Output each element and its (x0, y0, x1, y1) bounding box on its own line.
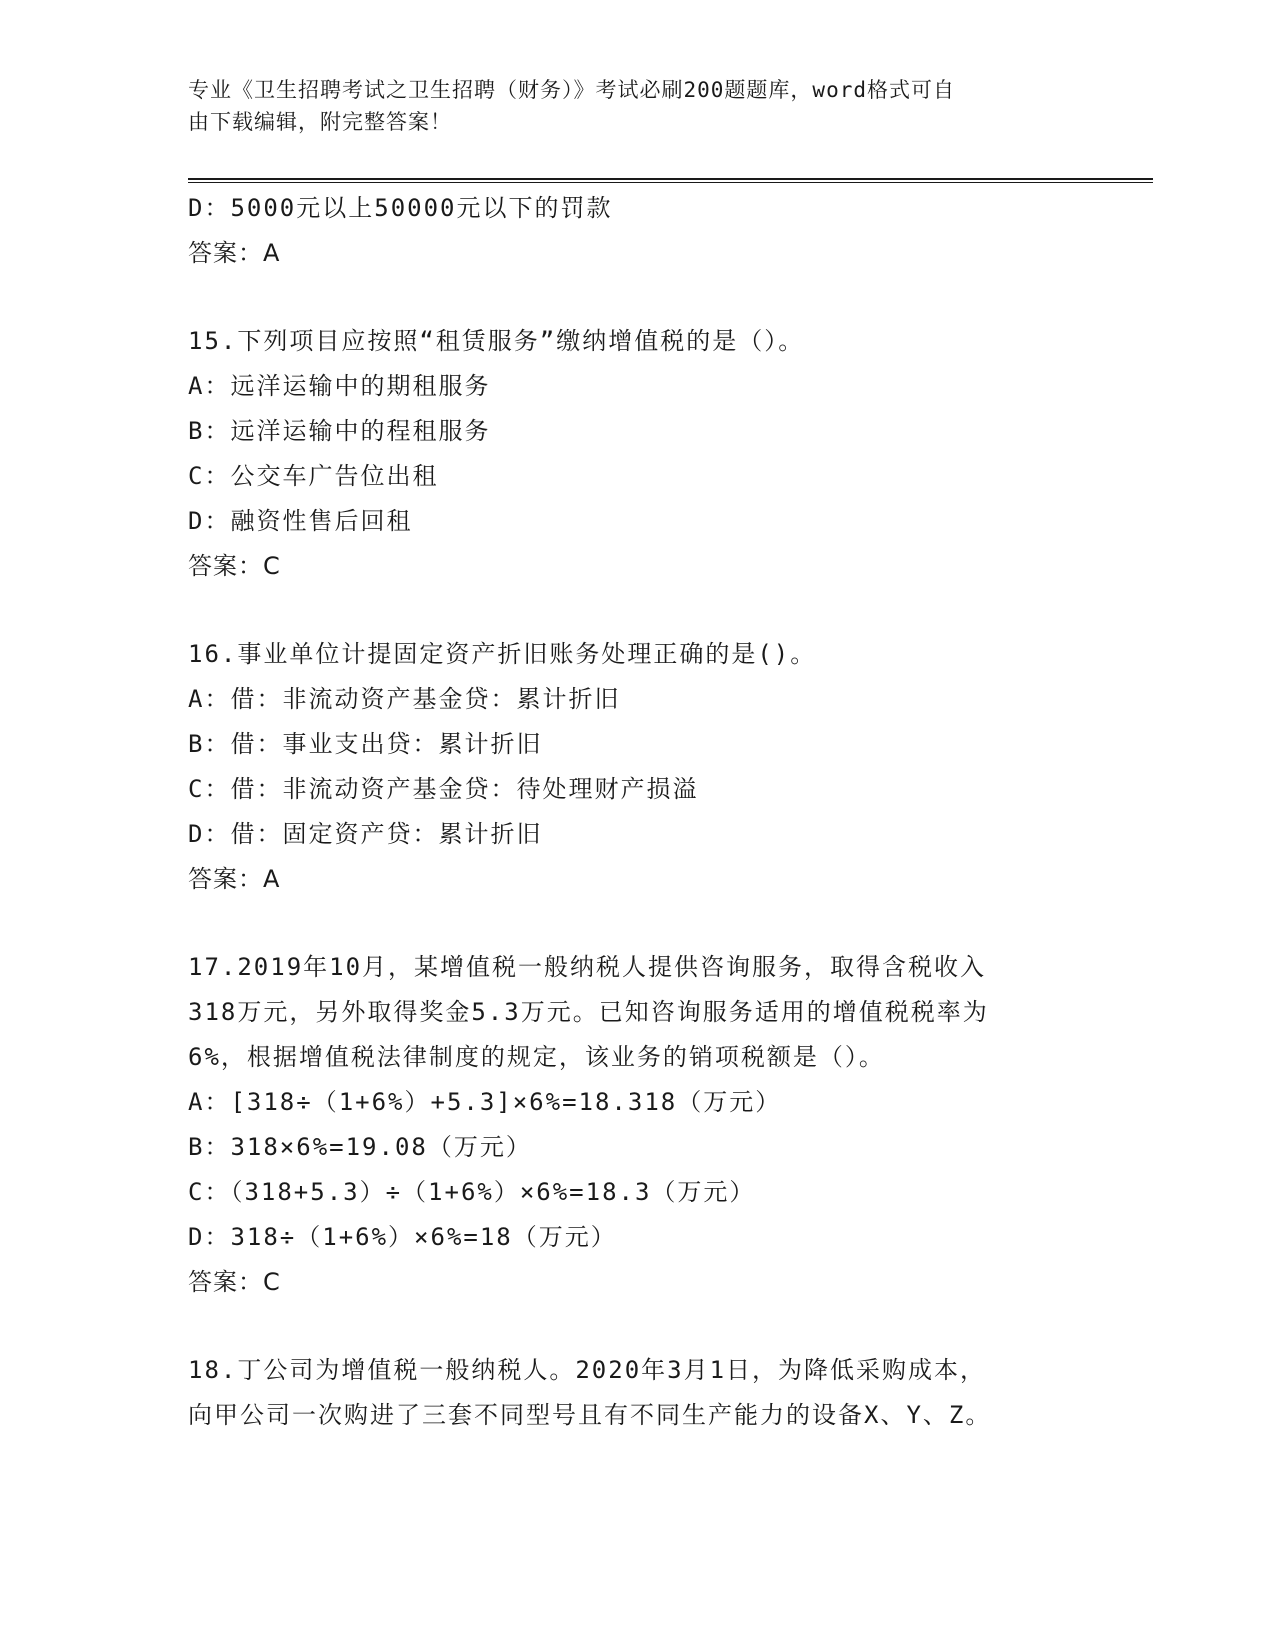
question-17 (188, 945, 1088, 1305)
question-16 (188, 632, 1088, 902)
answer: 答案：C (188, 1268, 281, 1296)
header-divider-thin (188, 182, 1153, 183)
option-b: B：借：事业支出贷：累计折旧 (188, 730, 543, 758)
option-a: A：远洋运输中的期租服务 (188, 372, 491, 400)
spacer (188, 902, 1088, 945)
option-d: D：借：固定资产贷：累计折旧 (188, 820, 543, 848)
question-stem: 15.下列项目应按照“租赁服务”缴纳增值税的是（）。 (188, 327, 805, 355)
header-divider-thick (188, 178, 1153, 180)
option-b: B：318×6%=19.08（万元） (188, 1133, 532, 1161)
option-c: C：借：非流动资产基金贷：待处理财产损溢 (188, 775, 699, 803)
header-line-2: 由下载编辑，附完整答案！ (188, 110, 452, 134)
option-b: B：远洋运输中的程租服务 (188, 417, 491, 445)
question-stem-line-3: 6%，根据增值税法律制度的规定，该业务的销项税额是（）。 (188, 1043, 885, 1071)
question-stem-line-1: 17.2019年10月，某增值税一般纳税人提供咨询服务，取得含税收入 (188, 953, 987, 981)
question-stem-line-2: 向甲公司一次购进了三套不同型号且有不同生产能力的设备X、Y、Z。 (188, 1401, 992, 1429)
spacer (188, 276, 1088, 319)
question-stem-line-1: 18.丁公司为增值税一般纳税人。2020年3月1日，为降低采购成本， (188, 1356, 987, 1384)
answer: 答案：C (188, 552, 281, 580)
header-line-1: 专业《卫生招聘考试之卫生招聘（财务）》考试必刷200题题库，word格式可自 (188, 78, 955, 102)
question-stem: 16.事业单位计提固定资产折旧账务处理正确的是()。 (188, 640, 817, 668)
option-c: C：（318+5.3）÷（1+6%）×6%=18.3（万元） (188, 1178, 756, 1206)
option-c: C：公交车广告位出租 (188, 462, 439, 490)
document-body (188, 186, 1088, 1438)
question-14-tail (188, 186, 1088, 276)
answer: 答案：A (188, 239, 281, 267)
spacer (188, 1305, 1088, 1348)
answer: 答案：A (188, 865, 281, 893)
spacer (188, 589, 1088, 632)
question-18 (188, 1348, 1088, 1438)
option-d: D：融资性售后回租 (188, 507, 413, 535)
option-a: A：借：非流动资产基金贷：累计折旧 (188, 685, 621, 713)
option-a: A：[318÷（1+6%）+5.3]×6%=18.318（万元） (188, 1088, 782, 1116)
option-d: D：5000元以上50000元以下的罚款 (188, 194, 613, 222)
question-15 (188, 319, 1088, 589)
option-d: D：318÷（1+6%）×6%=18（万元） (188, 1223, 617, 1251)
question-stem-line-2: 318万元，另外取得奖金5.3万元。已知咨询服务适用的增值税税率为 (188, 998, 989, 1026)
document-header (188, 74, 1068, 138)
